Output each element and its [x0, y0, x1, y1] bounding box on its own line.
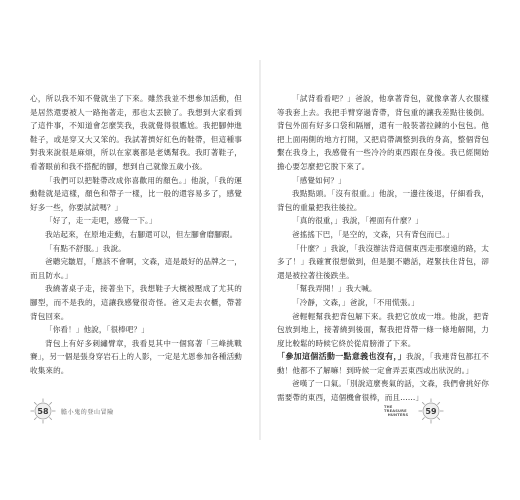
paragraph: 爸聽完皺眉，「應該不會啊，文森，這是最好的品牌之一，而且防水。」 — [30, 257, 242, 280]
series-logo-line1: THE TREASURE — [384, 404, 407, 413]
page-number-left: 58 — [37, 406, 49, 416]
book-gutter — [259, 60, 261, 440]
running-book-title: 膽小鬼的登山冒險 — [61, 408, 114, 416]
paragraph: 「好了，走一走吧，感覺一下。」 — [45, 216, 157, 226]
emphasized-phrase: 「參加這個活動一點意義也沒有，」 — [277, 352, 407, 362]
paragraph: 「什麼？」我說，「我沒辦法背這個東西走那麼遠的路，太多了！」我確實很想做到，但是腿不聽話，趕緊扶住背包，卻還是被拉著往後跌坐。 — [277, 243, 489, 280]
paragraph: 我站起來，在原地走動，右腳還可以，但左腳會磨腳跟。 — [45, 229, 238, 239]
left-page-footer — [30, 398, 114, 424]
paragraph: 我繞著桌子走，接著坐下，我想鞋子大概被壓成了尤其的腳型，而不是我的，這讓我感覺很奇怪。爸又走去衣櫃，帶著背包回來。 — [30, 284, 242, 321]
paragraph: 「有點不舒服。」我說。 — [45, 243, 126, 253]
page-number-right: 59 — [425, 406, 437, 416]
paragraph: 「試背看看吧？」爸說，他拿著背包，就像拿著人衣服樣等我套上去。我把手臂穿過背帶，背包重的讓我差點往後倒。背包外面有好多口袋和隔層，還有一般裝著拉鍊的小包包。他把上面兩側的地方打開，又把肩帶調整到我的身高，整個背包繫在我身上，我感覺有一些冷冷的東西跟在身後。我已經開始擔心要怎麼把它脫下來了。 — [277, 94, 489, 171]
paragraph-text: 我說，「我連背包都扛不動！他都不了解嘛！到時候一定會弄丟東西或出狀況的。」 — [277, 352, 489, 375]
paragraph: 「冷靜，文森，」爸說，「不用慌張。」 — [292, 297, 420, 307]
paragraph: 爸嘆了一口氣。「別說這麼喪氣的話，文森，我們會挑好你需要帶的東西，這個機會很棒，而且……」 — [277, 379, 489, 403]
paragraph: 背包上有好多刺繡臂章，我看見其中一個寫著「三峰挑戰賽」，另一個是張身穿岩石上的人影，一定是尤恩參加各種活動收集來的。 — [30, 338, 242, 375]
series-logo-line2: HUNTERS — [387, 413, 409, 418]
right-page-text — [277, 92, 489, 405]
left-page-text — [30, 92, 242, 377]
right-page-footer — [384, 398, 444, 424]
paragraph: 爸輕輕幫我把背包解下來。我把它放成一堆。他說，把背包放到地上，接著繞到後面，幫我把背帶一條一條地解開，力度比較鬆的時候它終於從肩膀滑了下來。 — [277, 311, 489, 348]
paragraph: 「我們可以把鞋帶改成你喜歡用的顏色。」他說，「我的運動鞋就是這樣，顏色和帶子一樣，比一般的還容易多了，感覺好多一些，你要試試嗎？」 — [30, 175, 242, 212]
paragraph — [277, 350, 489, 377]
paragraph: 「你看！」他說，「很棒吧？」 — [45, 325, 149, 335]
paragraph: 「感覺如何？」 — [292, 175, 346, 185]
series-logo — [384, 405, 412, 418]
paragraph: 「幫我弄開！」我大喊。 — [292, 284, 377, 294]
paragraph: 我點點頭。「沒有很重。」他說，一邊往後退，仔細看我，背包的重量把我往後拉。 — [277, 189, 489, 212]
sun-ornament-icon — [418, 398, 444, 424]
sun-ornament-icon — [30, 398, 56, 424]
paragraph: 「真的很重，」我說，「裡面有什麼？」 — [292, 216, 423, 226]
paragraph: 心，所以我不知不覺就坐了下來。雖然我並不想參加活動，但是居然還要被人一路拖著走，那也太丟臉了。我想到大家看到了這件事，不知道會怎麼笑我，我就覺得很尷尬。我把腳伸進鞋子，或是穿又大又笨的。我試著擠好紅色的鞋帶，但這種事對我來說很是麻煩，所以在家裏都是老媽幫我。我盯著鞋子，看著眼前和我不搭配的腳，想到自己就像五歲小孩。 — [30, 94, 242, 171]
paragraph: 爸搖搖下巴，「是空的，文森，只有背包而已。」 — [292, 229, 454, 239]
